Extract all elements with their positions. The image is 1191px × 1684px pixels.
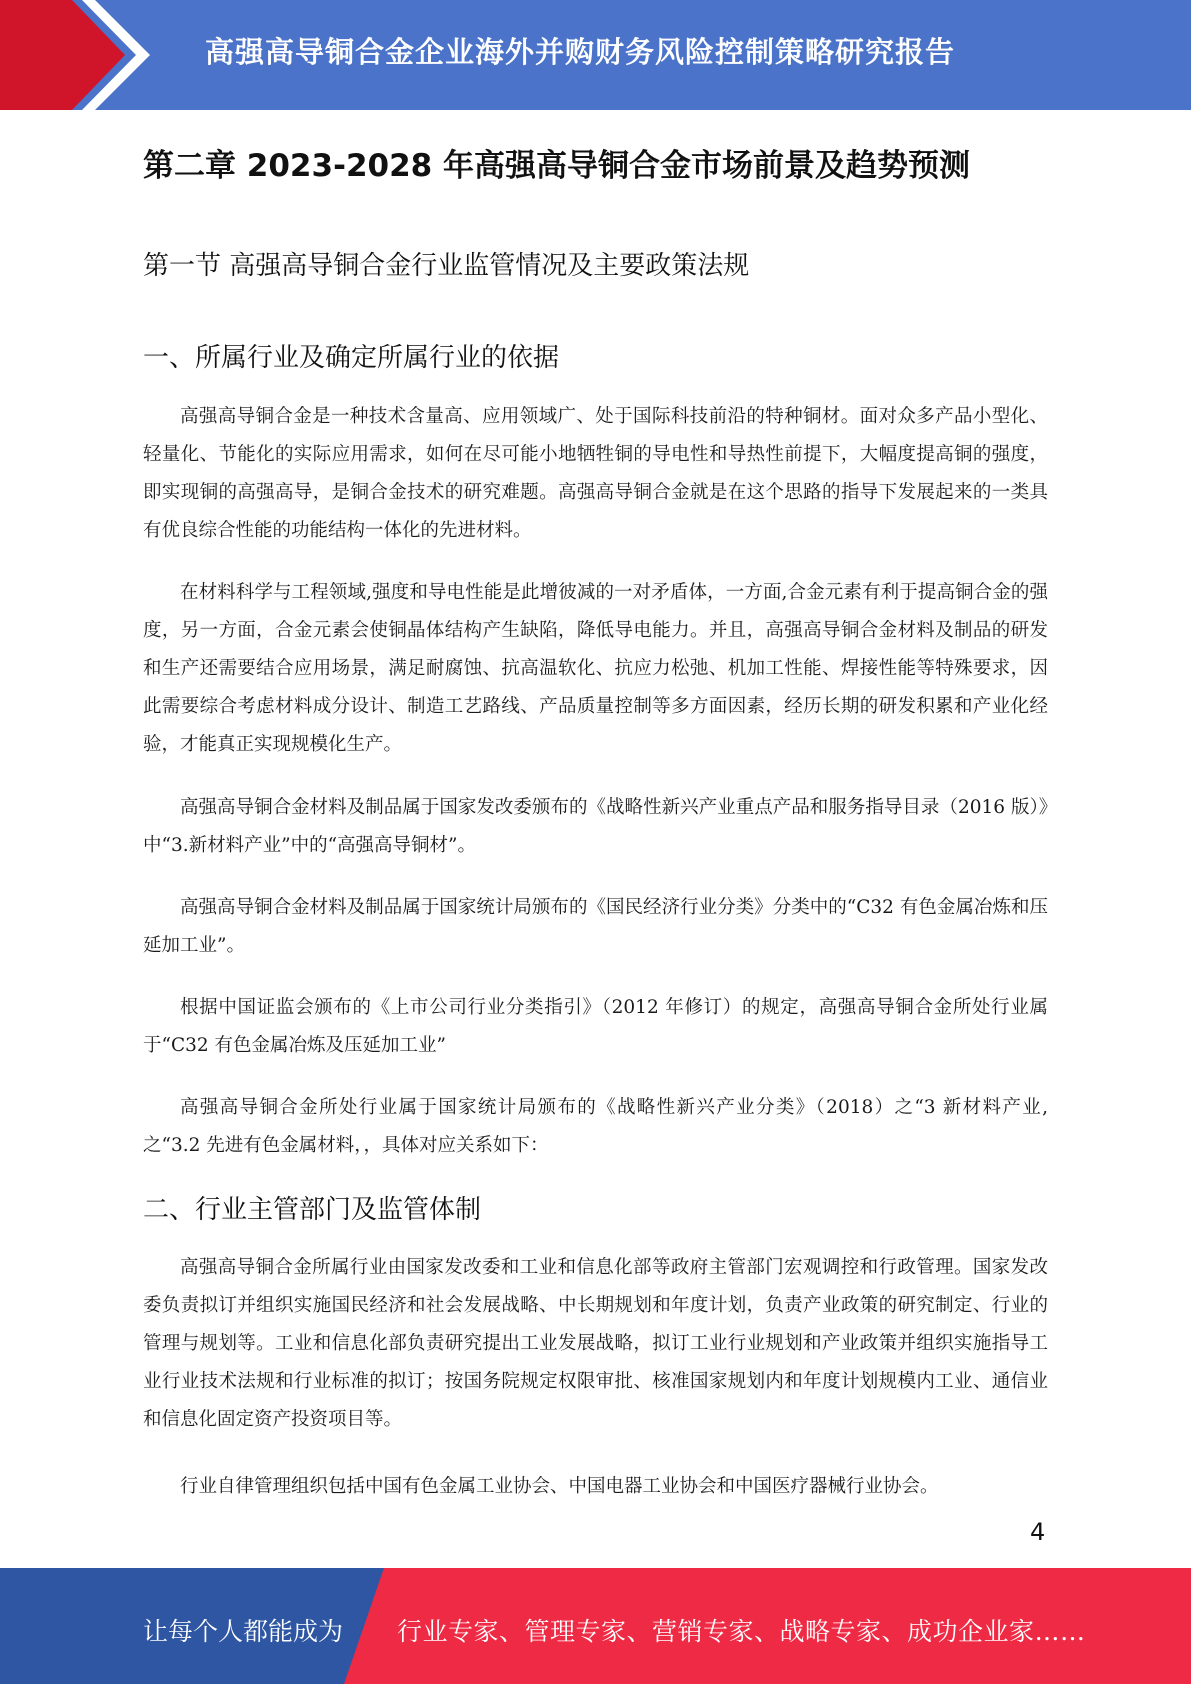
chapter-title: 第二章 2023-2028 年高强高导铜合金市场前景及趋势预测 — [143, 148, 971, 184]
page-number: 4 — [1030, 1518, 1046, 1546]
paragraph: 根据中国证监会颁布的《上市公司行业分类指引》（2012 年修订）的规定，高强高导铜合金所处行业属于“C32 有色金属冶炼及压延加工业” — [143, 997, 1048, 1056]
footer-slogan-left: 让每个人都能成为 — [143, 1617, 344, 1646]
subsection-title-1: 一、所属行业及确定所属行业的依据 — [143, 343, 560, 373]
paragraph: 高强高导铜合金材料及制品属于国家发改委颁布的《战略性新兴产业重点产品和服务指导目录（2016 版）》中“3.新材料产业”中的“高强高导铜材”。 — [143, 797, 1048, 856]
paragraph: 在材料科学与工程领域,强度和导电性能是此增彼减的一对矛盾体，一方面,合金元素有利于提高铜合金的强度，另一方面，合金元素会使铜晶体结构产生缺陷，降低导电能力。并且，高强高导铜合金材料及制品的研发和生产还需要结合应用场景，满足耐腐蚀、抗高温软化、抗应力松弛、机加工性能、焊接性能等特殊要求，因此需要综合考虑材料成分设计、制造工艺路线、产品质量控制等多方面因素，经历长期的研发积累和产业化经验，才能真正实现规模化生产。 — [143, 582, 1048, 755]
subsection-title-2: 二、行业主管部门及监管体制 — [143, 1195, 482, 1225]
page-header — [0, 0, 1191, 110]
paragraph: 高强高导铜合金所属行业由国家发改委和工业和信息化部等政府主管部门宏观调控和行政管理。国家发改委负责拟订并组织实施国民经济和社会发展战略、中长期规划和年度计划，负责产业政策的研究制定、行业的管理与规划等。工业和信息化部负责研究提出工业发展战略，拟订工业行业规划和产业政策并组织实施指导工业行业技术法规和行业标准的拟订；按国务院规定权限审批、核准国家规划内和年度计划规模内工业、通信业和信息化固定资产投资项目等。 — [143, 1257, 1048, 1430]
section-title: 第一节 高强高导铜合金行业监管情况及主要政策法规 — [143, 251, 750, 281]
paragraph: 高强高导铜合金材料及制品属于国家统计局颁布的《国民经济行业分类》分类中的“C32 有色金属冶炼和压延加工业”。 — [143, 897, 1048, 956]
paragraph: 高强高导铜合金所处行业属于国家统计局颁布的《战略性新兴产业分类》（2018）之“3 新材料产业,之“3.2 先进有色金属材料，，具体对应关系如下： — [143, 1097, 1048, 1156]
footer-slogan-right: 行业专家、管理专家、营销专家、战略专家、成功企业家…… — [397, 1617, 1086, 1646]
paragraph: 行业自律管理组织包括中国有色金属工业协会、中国电器工业协会和中国医疗器械行业协会。 — [180, 1476, 939, 1497]
paragraph: 高强高导铜合金是一种技术含量高、应用领域广、处于国际科技前沿的特种铜材。面对众多产品小型化、轻量化、节能化的实际应用需求，如何在尽可能小地牺牲铜的导电性和导热性前提下，大幅度提高铜的强度，即实现铜的高强高导，是铜合金技术的研究难题。高强高导铜合金就是在这个思路的指导下发展起来的一类具有优良综合性能的功能结构一体化的先进材料。 — [143, 406, 1048, 541]
header-red-arrow-decoration — [0, 0, 150, 110]
report-title: 高强高导铜合金企业海外并购财务风险控制策略研究报告 — [205, 35, 956, 69]
